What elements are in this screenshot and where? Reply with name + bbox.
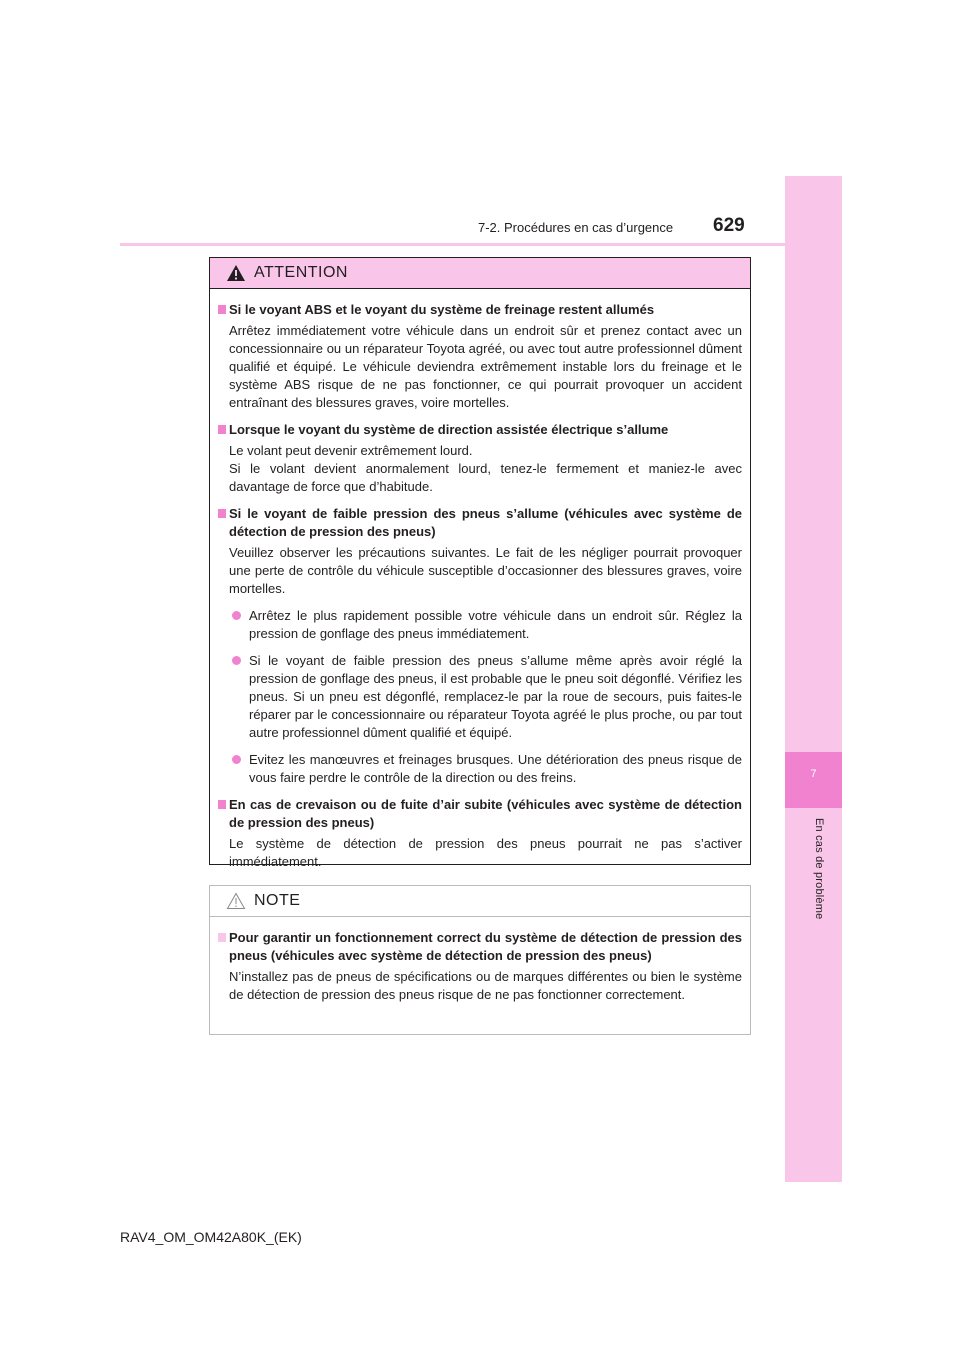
note-title: NOTE (254, 892, 301, 909)
attention-bullet: Si le voyant de faible pression des pneus s’allume même après avoir réglé la pression de gonflage des pneus, il est probable que le pneu soit dégonflé. Vérifiez les pneus. Si un pneu est dégonflé, remplacez-le par la roue de secours, puis faites-le réparer par le concessionnaire ou réparateur Toyota agréé le plus proche, ou par tout autre professionnel dûment qualifié et équipé. (218, 652, 742, 742)
attention-paragraph: Le système de détection de pression des pneus pourrait ne pas s’activer immédiatement. (229, 836, 742, 869)
attention-paragraph: Veuillez observer les précautions suivantes. Le fait de les négliger pourrait provoquer une perte de contrôle du véhicule susceptible d’occasionner des blessures graves, voire mortelles. (229, 545, 742, 596)
attention-bullet: Evitez les manœuvres et freinages brusques. Une détérioration des pneus risque de vous faire perdre le contrôle de la direction ou des freins. (218, 751, 742, 787)
note-paragraph: N’installez pas de pneus de spécifications ou de marques différentes ou bien le système de détection de pression des pneus risque de ne pas fonctionner correctement. (229, 969, 742, 1002)
attention-heading-tire-pressure: Si le voyant de faible pression des pneus s’allume (véhicules avec système de détection de pression des pneus) (218, 505, 742, 541)
chapter-side-tab (785, 176, 842, 1182)
caution-outline-icon (226, 892, 246, 910)
attention-paragraph: Arrêtez immédiatement votre véhicule dans un endroit sûr et prenez contact avec un concessionnaire ou un réparateur Toyota agréé, ou avec tout autre professionnel dûment qualifié et équipé. Le véhicule deviendra extrêmement instable lors du freinage et le système ABS risque de ne pas fonctionner, ce qui pourrait provoquer un accident entraînant des blessures graves, voire mortelles. (229, 323, 742, 410)
chapter-title: En cas de problème (813, 818, 825, 920)
attention-body (210, 289, 750, 871)
note-box (209, 885, 751, 1035)
warning-icon (226, 264, 246, 282)
header-rule (120, 243, 842, 246)
chapter-number-tab (785, 752, 842, 808)
attention-box (209, 257, 751, 869)
note-header (210, 886, 750, 917)
note-body (210, 917, 750, 1004)
attention-header (210, 258, 750, 289)
attention-heading-abs: Si le voyant ABS et le voyant du système de freinage restent allumés (218, 301, 742, 319)
attention-title: ATTENTION (254, 264, 348, 281)
attention-paragraph: Le volant peut devenir extrêmement lourd. (229, 443, 473, 458)
attention-heading-puncture: En cas de crevaison ou de fuite d’air subite (véhicules avec système de détection de pression des pneus) (218, 796, 742, 832)
note-heading: Pour garantir un fonctionnement correct du système de détection de pression des pneus (véhicules avec système de détection de pression des pneus) (218, 929, 742, 965)
page-number: 629 (713, 215, 745, 236)
model-code: RAV4_OM_OM42A80K_(EK) (120, 1229, 302, 1245)
section-title: 7-2. Procédures en cas d’urgence (478, 220, 674, 235)
attention-paragraph: Si le volant devient anormalement lourd, tenez-le fermement et maniez-le avec davantage de force que d’habitude. (229, 461, 742, 494)
attention-bullet: Arrêtez le plus rapidement possible votre véhicule dans un endroit sûr. Réglez la pression de gonflage des pneus immédiatement. (218, 607, 742, 643)
chapter-number: 7 (810, 768, 817, 780)
attention-heading-steering: Lorsque le voyant du système de direction assistée électrique s’allume (218, 421, 742, 439)
